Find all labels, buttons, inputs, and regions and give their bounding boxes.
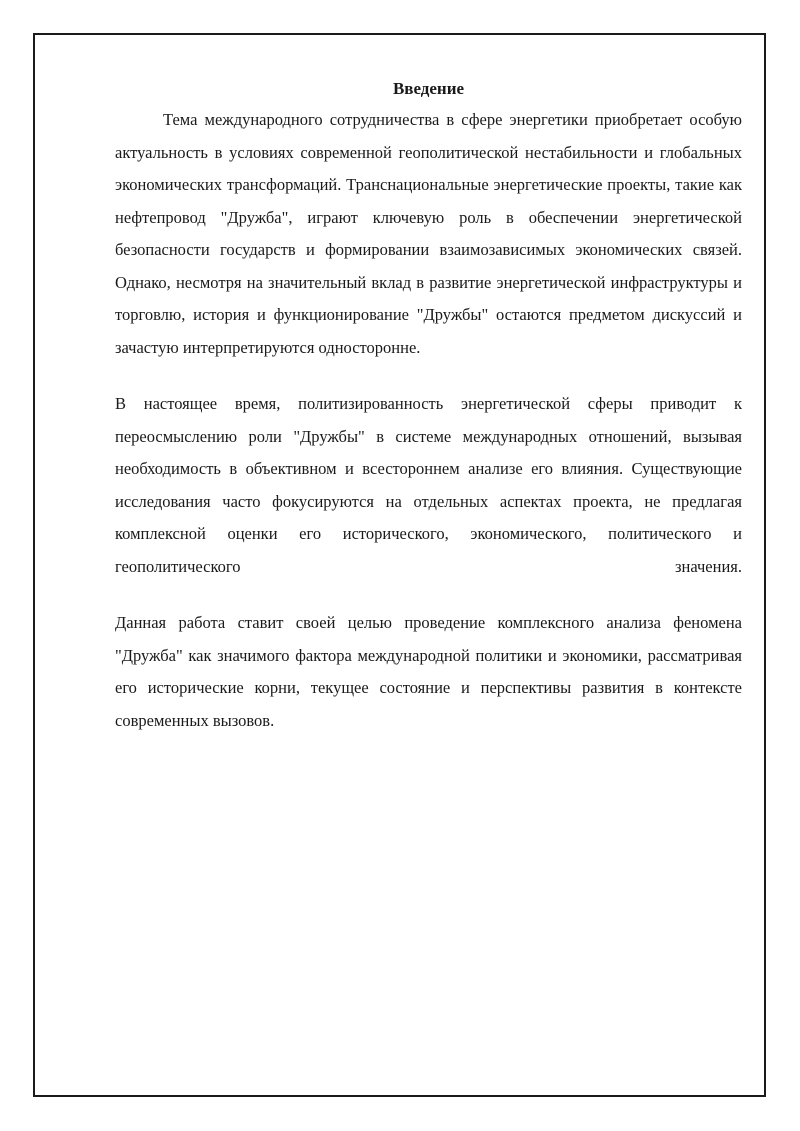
paragraph-context: В настоящее время, политизированность энергетической сферы приводит к переосмыслению роли "Дружбы" в системе международных отношений, вызывая необходимость в объективном и всестороннем анализе его влияния. Существующие исследования часто фокусируются на отдельных аспектах проекта, не предлагая комплексной оценки его исторического, экономического, политического и геополитического значения.	[115, 394, 742, 576]
document-body	[115, 74, 742, 737]
document-title: Введение	[392, 79, 465, 98]
paragraph-intro: Тема международного сотрудничества в сфере энергетики приобретает особую актуальность в условиях современной геополитической нестабильности и глобальных экономических трансформаций. Транснациональные энергетические проекты, такие как нефтепровод "Дружба", играют ключевую роль в обеспечении энергетической безопасности государств и формировании взаимозависимых экономических связей. Однако, несмотря на значительный вклад в развитие энергетической инфраструктуры и торговлю, история и функционирование "Дружбы" остаются предметом дискуссий и зачастую интерпретируются односторонне.	[115, 110, 742, 357]
paragraph-goal: Данная работа ставит своей целью проведение комплексного анализа феномена "Дружба" как значимого фактора международной политики и экономики, рассматривая его исторические корни, текущее состояние и перспективы развития в контексте современных вызовов.	[115, 613, 742, 730]
